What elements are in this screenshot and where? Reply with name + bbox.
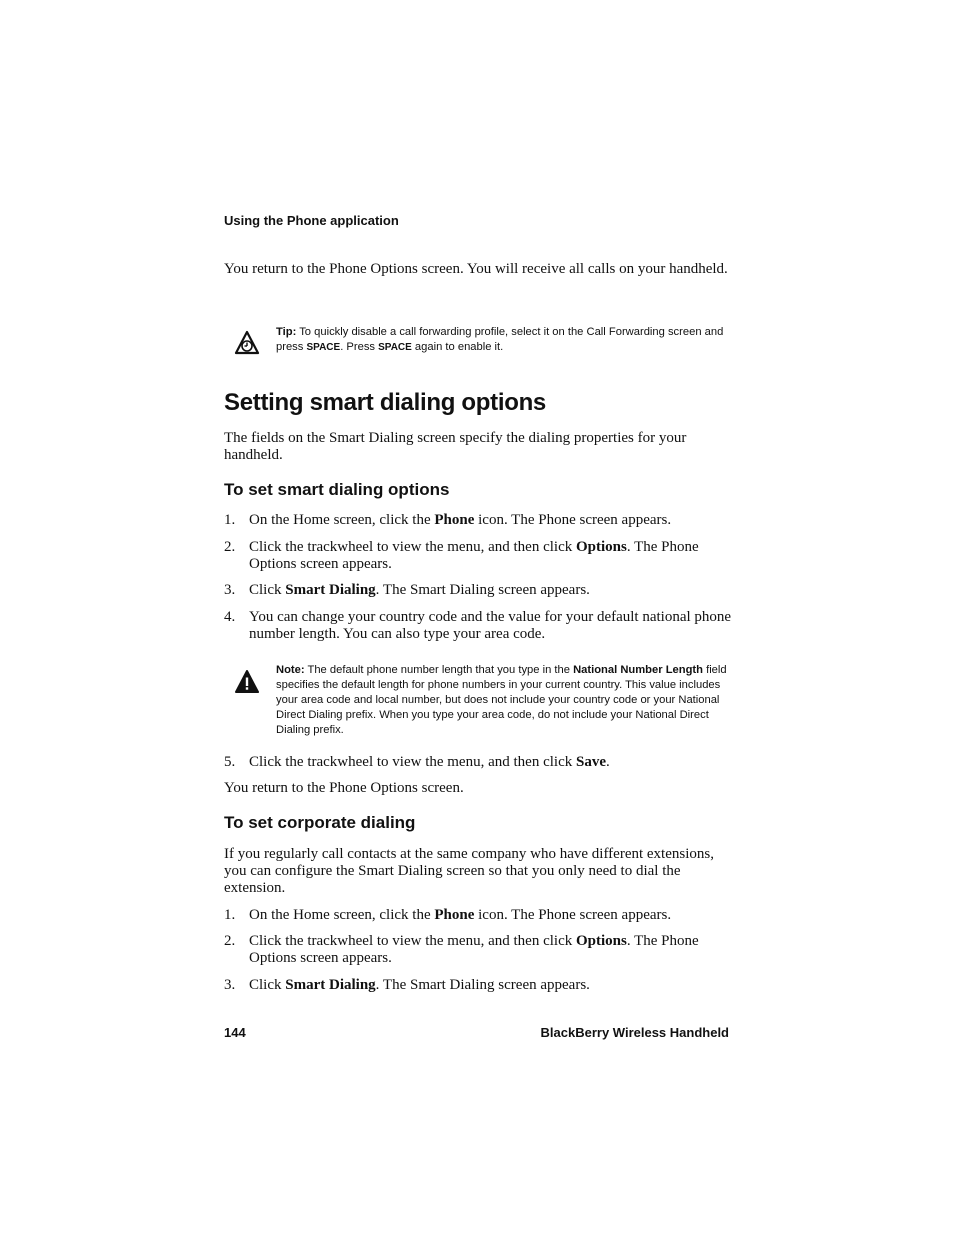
step-item <box>224 539 734 573</box>
step-number: 3. <box>224 582 236 598</box>
step-text: Click <box>249 977 286 993</box>
book-title: BlackBerry Wireless Handheld <box>540 1025 729 1040</box>
step-item <box>224 609 734 643</box>
tip-text: To quickly disable a call forwarding profile, select it on the Call Forwarding screen and press <box>276 326 724 353</box>
procedure-title: To set corporate dialing <box>224 813 416 832</box>
step-item <box>224 512 734 529</box>
result-paragraph: You return to the Phone Options screen. <box>224 780 464 796</box>
step-item <box>224 933 734 967</box>
field-name: National Number Length <box>573 664 703 676</box>
procedure-title: To set smart dialing options <box>224 480 450 499</box>
step-number: 4. <box>224 609 236 625</box>
section-intro: The fields on the Smart Dialing screen specify the dialing properties for your handheld. <box>224 430 687 463</box>
step-text: . The Phone Options screen appears. <box>249 933 699 966</box>
tip-label: Tip: <box>276 326 297 338</box>
step-text: . <box>605 754 610 770</box>
step-item <box>224 582 734 599</box>
ui-term: Options <box>575 539 627 555</box>
note-callout <box>276 663 734 738</box>
step-text: . The Phone Options screen appears. <box>249 539 699 572</box>
ui-term: Options <box>575 933 627 949</box>
step-text: On the Home screen, click the <box>249 512 435 528</box>
ui-term: Save <box>575 754 606 770</box>
tip-callout <box>276 325 734 355</box>
intro-paragraph: You return to the Phone Options screen. You will receive all calls on your handheld. <box>224 261 728 277</box>
tip-clock-icon <box>234 330 260 356</box>
ui-term: Smart Dialing <box>285 582 376 598</box>
ui-term: Phone <box>434 512 475 528</box>
step-text: On the Home screen, click the <box>249 907 435 923</box>
ui-term: Phone <box>434 907 475 923</box>
step-number: 2. <box>224 933 236 949</box>
tip-text: again to enable it. <box>411 341 504 353</box>
page-number: 144 <box>224 1025 246 1040</box>
step-text: You can change your country code and the value for your default national phone number length. You can also type your area code. <box>249 609 732 642</box>
step-number: 3. <box>224 977 236 993</box>
step-number: 1. <box>224 907 236 923</box>
ui-term: Smart Dialing <box>285 977 376 993</box>
space-key: SPACE <box>378 342 412 353</box>
step-item <box>224 977 734 994</box>
step-text: icon. The Phone screen appears. <box>474 907 672 923</box>
note-text: The default phone number length that you type in the <box>304 664 574 676</box>
step-item <box>224 907 734 924</box>
warning-icon <box>234 669 260 695</box>
step-text: Click the trackwheel to view the menu, and then click <box>249 933 576 949</box>
procedure-intro: If you regularly call contacts at the same company who have different extensions, you can configure the Smart Dialing screen so that you only need to dial the extension. <box>224 846 714 896</box>
section-title: Setting smart dialing options <box>224 389 546 416</box>
step-text: Click the trackwheel to view the menu, and then click <box>249 539 576 555</box>
step-text: icon. The Phone screen appears. <box>474 512 672 528</box>
note-label: Note: <box>276 664 305 676</box>
step-item <box>224 754 734 771</box>
step-number: 5. <box>224 754 236 770</box>
space-key: SPACE <box>306 342 341 353</box>
step-number: 2. <box>224 539 236 555</box>
step-text: . The Smart Dialing screen appears. <box>375 582 590 598</box>
step-number: 1. <box>224 512 236 528</box>
step-text: . The Smart Dialing screen appears. <box>375 977 590 993</box>
step-text: Click the trackwheel to view the menu, and then click <box>249 754 576 770</box>
note-text: field specifies the default length for phone numbers in your current country. This value includes your area code and local number, but does not include your country code or your National Direct Dialing prefix. When you type your area code, do not include your National Direct Dialing prefix. <box>276 664 727 736</box>
step-text: Click <box>249 582 286 598</box>
tip-text: . Press <box>340 341 379 353</box>
running-header: Using the Phone application <box>224 213 399 228</box>
